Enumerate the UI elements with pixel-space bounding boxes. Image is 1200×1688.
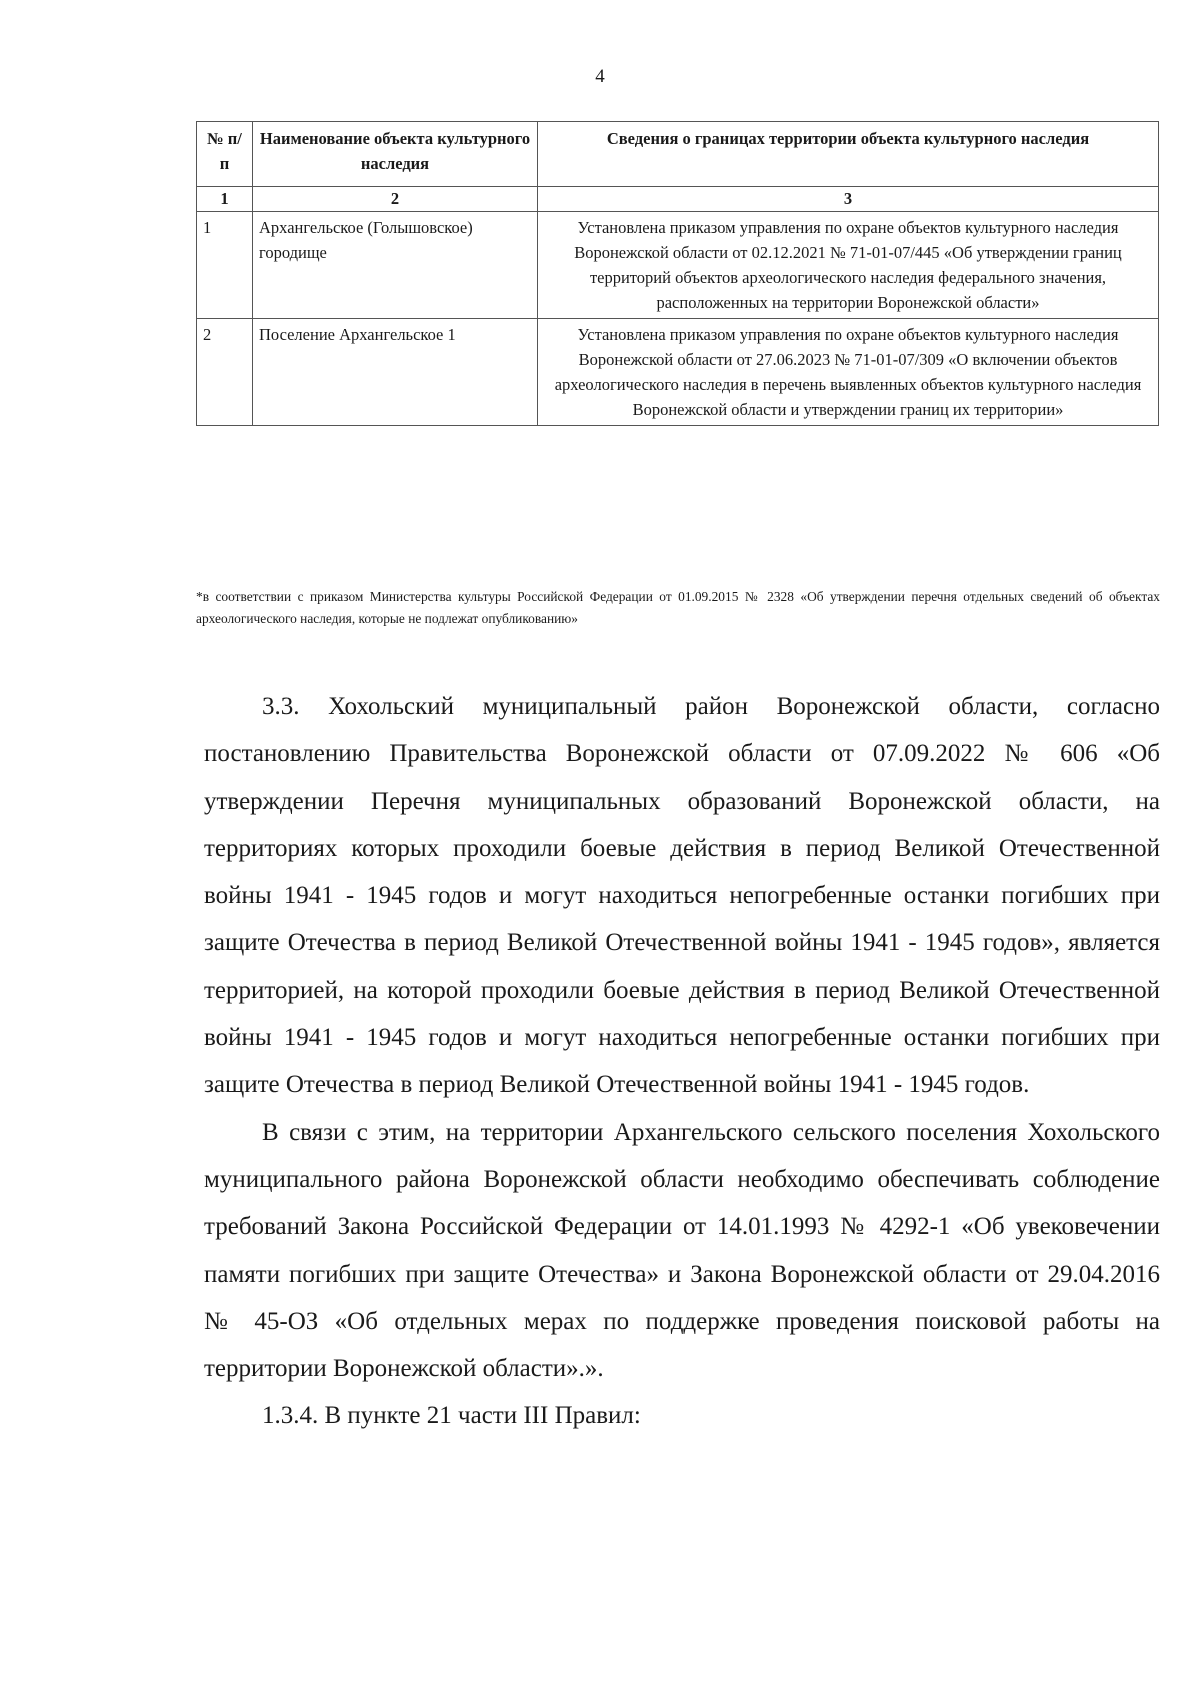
object-name: Архангельское (Голышовское) городище xyxy=(253,212,538,319)
territory-info: Установлена приказом управления по охране объектов культурного наследия Воронежской области от 02.12.2021 № 71-01-07/445 «Об утверждении границ территорий объектов археологического наследия федерального значения, расположенных на территории Воронежской области» xyxy=(538,212,1159,319)
table-row xyxy=(197,212,1159,319)
heritage-objects-table xyxy=(196,121,1159,426)
object-name: Поселение Архангельское 1 xyxy=(253,319,538,426)
table-footnote: *в соответствии с приказом Министерства культуры Российской Федерации от 01.09.2015 № 2328 «Об утверждении перечня отдельных сведений об объектах археологического наследия, которые не подлежат опубликованию» xyxy=(196,589,1160,626)
header-object-name: Наименование объекта культурного наследия xyxy=(253,122,538,187)
territory-info: Установлена приказом управления по охране объектов культурного наследия Воронежской области от 27.06.2023 № 71-01-07/309 «О включении объектов археологического наследия в перечень выявленных объектов культурного наследия Воронежской области и утверждении границ их территории» xyxy=(538,319,1159,426)
column-number: 1 xyxy=(197,187,253,212)
column-number: 2 xyxy=(253,187,538,212)
table-header-row xyxy=(197,122,1159,187)
table-row xyxy=(197,319,1159,426)
table-column-numbers-row xyxy=(197,187,1159,212)
paragraph: 1.3.4. В пункте 21 части III Правил: xyxy=(262,1402,641,1430)
header-number: № п/п xyxy=(197,122,253,187)
body-text xyxy=(204,683,1160,1440)
column-number: 3 xyxy=(538,187,1159,212)
header-territory-info: Сведения о границах территории объекта культурного наследия xyxy=(538,122,1159,187)
row-number: 2 xyxy=(197,319,253,426)
paragraph: В связи с этим, на территории Архангельского сельского поселения Хохольского муниципального района Воронежской области необходимо обеспечивать соблюдение требований Закона Российской Федерации от 14.01.1993 № 4292-1 «Об увековечении памяти погибших при защите Отечества» и Закона Воронежской области от 29.04.2016 № 45-ОЗ «Об отдельных мерах по поддержке проведения поисковой работы на территории Воронежской области».». xyxy=(204,1118,1160,1383)
paragraph: 3.3. Хохольский муниципальный район Воронежской области, согласно постановлению Правительства Воронежской области от 07.09.2022 № 606 «Об утверждении Перечня муниципальных образований Воронежской области, на территориях которых проходили боевые действия в период Великой Отечественной войны 1941 - 1945 годов и могут находиться непогребенные останки погибших при защите Отечества в период Великой Отечественной войны 1941 - 1945 годов», является территорией, на которой проходили боевые действия в период Великой Отечественной войны 1941 - 1945 годов и могут находиться непогребенные останки погибших при защите Отечества в период Великой Отечественной войны 1941 - 1945 годов. xyxy=(204,693,1160,1099)
row-number: 1 xyxy=(197,212,253,319)
page-number: 4 xyxy=(595,66,605,87)
